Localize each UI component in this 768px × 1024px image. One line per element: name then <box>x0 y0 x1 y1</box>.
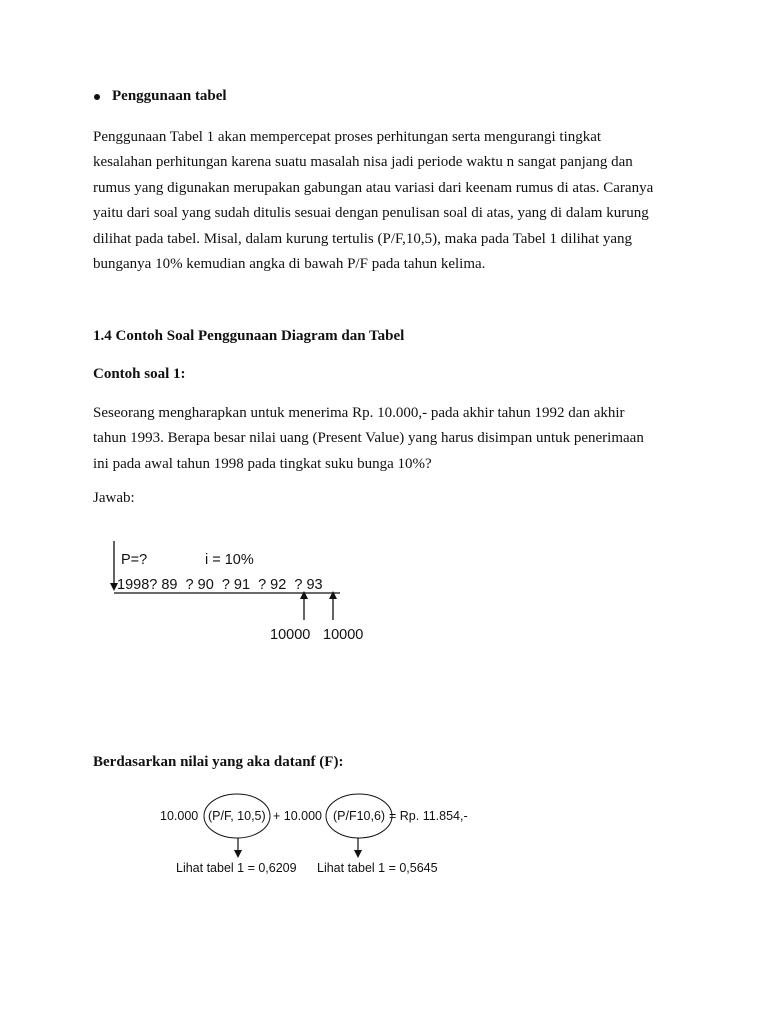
example-title: Contoh soal 1: <box>93 366 186 382</box>
future-value-heading: Berdasarkan nilai yang aka datanf (F): <box>93 754 344 770</box>
receipt-amount-2: 10000 <box>323 627 364 643</box>
paragraph-line: tahun 1993. Berapa besar nilai uang (Present Value) yang harus disimpan untuk penerimaan <box>93 430 644 447</box>
answer-label: Jawab: <box>93 490 135 506</box>
paragraph-line: Seseorang mengharapkan untuk menerima Rp. 10.000,- pada akhir tahun 1992 dan akhir <box>93 405 625 421</box>
present-value-label: P=? <box>121 552 148 568</box>
plus-term-2-amount: + 10.000 <box>273 809 323 823</box>
paragraph-line: kesalahan perhitungan karena suatu masalah nisa jadi periode waktu n sangat panjang dan <box>93 154 633 171</box>
term-2-factor: (P/F10,6) <box>333 809 386 823</box>
paragraph-line: Penggunaan Tabel 1 akan mempercepat proses perhitungan serta mengurangi tingkat <box>93 129 602 145</box>
paragraph-line: rumus yang digunakan merupakan gabungan atau variasi dari keenam rumus di atas. Caranya <box>93 179 654 196</box>
term-1-factor: (P/F, 10,5) <box>208 809 266 823</box>
paragraph-line: bunganya 10% kemudian angka di bawah P/F pada tahun kelima. <box>93 256 486 273</box>
table-lookup-note-2: Lihat tabel 1 = 0,5645 <box>317 861 438 875</box>
interest-rate-label: i = 10% <box>205 552 254 568</box>
term-1-amount: 10.000 <box>160 809 199 823</box>
section-heading-example: 1.4 Contoh Soal Penggunaan Diagram dan Tabel <box>93 328 405 344</box>
receipt-amount-1: 10000 <box>270 627 311 643</box>
paragraph-line: yaitu dari soal yang sudah ditulis sesuai dengan penulisan soal di atas, yang di dalam kurung <box>93 205 649 222</box>
paragraph-line: ini pada awal tahun 1998 pada tingkat suku bunga 10%? <box>93 455 432 472</box>
table-lookup-note-1: Lihat tabel 1 = 0,6209 <box>176 861 297 875</box>
paragraph-line: dilihat pada tabel. Misal, dalam kurung tertulis (P/F,10,5), maka pada Tabel 1 dilihat yang <box>93 230 633 247</box>
result-value: = Rp. 11.854,- <box>389 809 468 823</box>
timeline-label: 1998? 89 ? 90 ? 91 ? 92 ? 93 <box>117 577 323 593</box>
section-heading-usage: Penggunaan tabel <box>112 88 227 104</box>
